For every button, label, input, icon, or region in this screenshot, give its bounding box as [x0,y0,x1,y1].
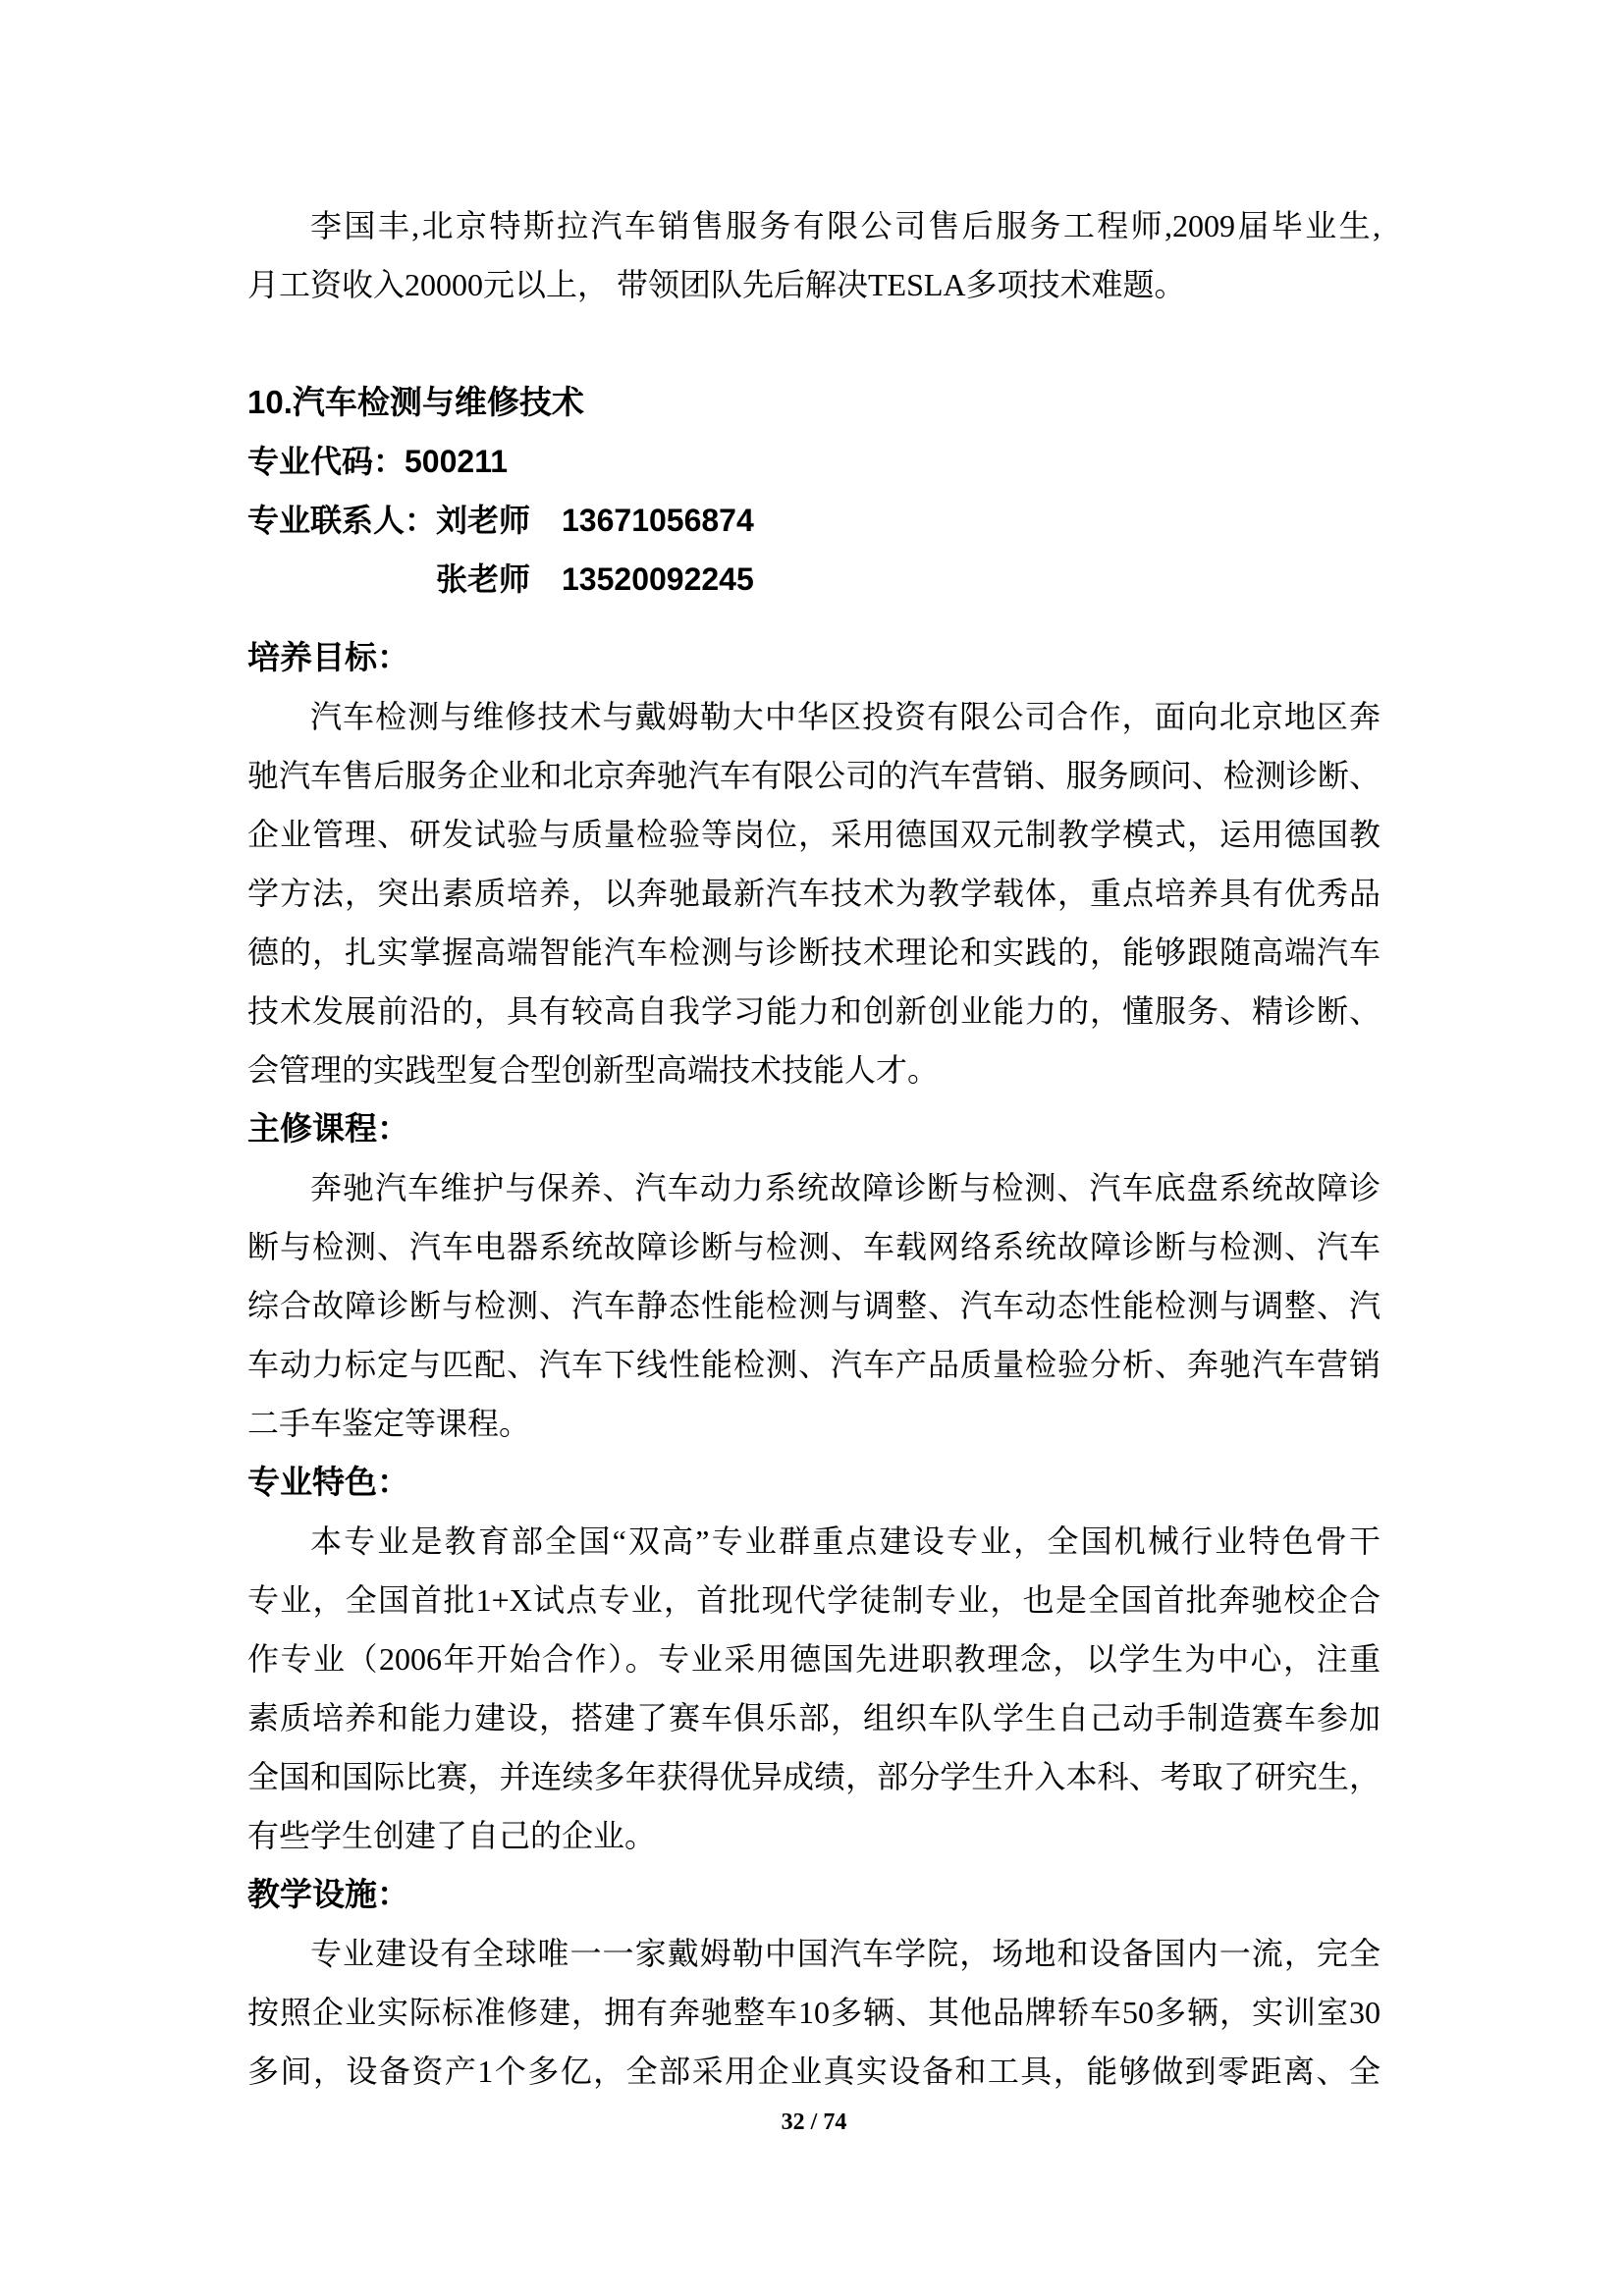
text-line: 断与检测、汽车电器系统故障诊断与检测、车载网络系统故障诊断与检测、汽车 [247,1229,1380,1264]
program-features-heading: 专业特色： [247,1464,409,1500]
section-teaching-facilities [247,1865,1380,2101]
text-line: 全国和国际比赛，并连续多年获得优异成绩，部分学生升入本科、考取了研究生， [247,1759,1380,1794]
text-line: 综合故障诊断与检测、汽车静态性能检测与调整、汽车动态性能检测与调整、汽 [247,1288,1380,1323]
alumni-intro-paragraph [247,196,1380,314]
text-line: 企业管理、研发试验与质量检验等岗位，采用德国双元制教学模式，运用德国教 [247,817,1380,852]
main-courses-body [247,1158,1380,1453]
text-line: 素质培养和能力建设，搭建了赛车俱乐部，组织车队学生自己动手制造赛车参加 [247,1700,1380,1735]
text-line: 作专业（2006年开始合作）。专业采用德国先进职教理念，以学生为中心，注重 [247,1641,1380,1677]
text-line: 专业建设有全球唯一一家戴姆勒中国汽车学院，场地和设备国内一流，完全 [310,1936,1380,1971]
program-features-body [247,1512,1380,1865]
section-program-features [247,1453,1380,1865]
section-training-objectives [247,628,1380,1099]
text-line: 二手车鉴定等课程。 [247,1406,531,1441]
training-objectives-heading: 培养目标： [247,639,409,675]
teaching-facilities-body [247,1924,1380,2101]
training-objectives-body [247,687,1380,1099]
text-line: 专业，全国首批1+X试点专业，首批现代学徒制专业，也是全国首批奔驰校企合 [247,1582,1380,1618]
text-line: 技术发展前沿的，具有较高自我学习能力和创新创业能力的，懂服务、精诊断、 [247,993,1380,1029]
main-courses-heading: 主修课程： [247,1110,409,1147]
program-contact-line-1: 专业联系人：刘老师 13671056874 [247,503,754,538]
text-line: 奔驰汽车维护与保养、汽车动力系统故障诊断与检测、汽车底盘系统故障诊 [310,1170,1380,1205]
text-line: 学方法，突出素质培养，以奔驰最新汽车技术为教学载体，重点培养具有优秀品 [247,876,1380,911]
teaching-facilities-heading: 教学设施： [247,1876,409,1912]
text-line: 会管理的实践型复合型创新型高端技术技能人才。 [247,1052,940,1088]
text-line: 按照企业实际标准修建，拥有奔驰整车10多辆、其他品牌轿车50多辆，实训室30 [247,1995,1380,2030]
page-number: 32 / 74 [781,2109,847,2135]
text-line: 李国丰,北京特斯拉汽车销售服务有限公司售后服务工程师,2009届毕业生, [310,208,1380,243]
program-code-line: 专业代码：500211 [247,444,509,479]
text-line: 本专业是教育部全国“双高”专业群重点建设专业，全国机械行业特色骨干 [310,1523,1380,1559]
text-line: 月工资收入20000元以上， 带领团队先后解决TESLA多项技术难题。 [247,267,1186,302]
section-main-courses [247,1099,1380,1453]
text-line: 多间，设备资产1个多亿，全部采用企业真实设备和工具，能够做到零距离、全 [247,2054,1380,2089]
text-line: 汽车检测与维修技术与戴姆勒大中华区投资有限公司合作，面向北京地区奔 [310,699,1380,734]
program-number-title: 10.汽车检测与维修技术 [247,384,584,420]
text-line: 德的，扎实掌握高端智能汽车检测与诊断技术理论和实践的，能够跟随高端汽车 [247,934,1380,970]
text-line: 有些学生创建了自己的企业。 [247,1818,657,1853]
text-line: 车动力标定与匹配、汽车下线性能检测、汽车产品质量检验分析、奔驰汽车营销 [247,1347,1380,1382]
text-line: 驰汽车售后服务企业和北京奔驰汽车有限公司的汽车营销、服务顾问、检测诊断、 [247,758,1380,793]
program-contact-line-2: 张老师 13520092245 [436,561,754,597]
